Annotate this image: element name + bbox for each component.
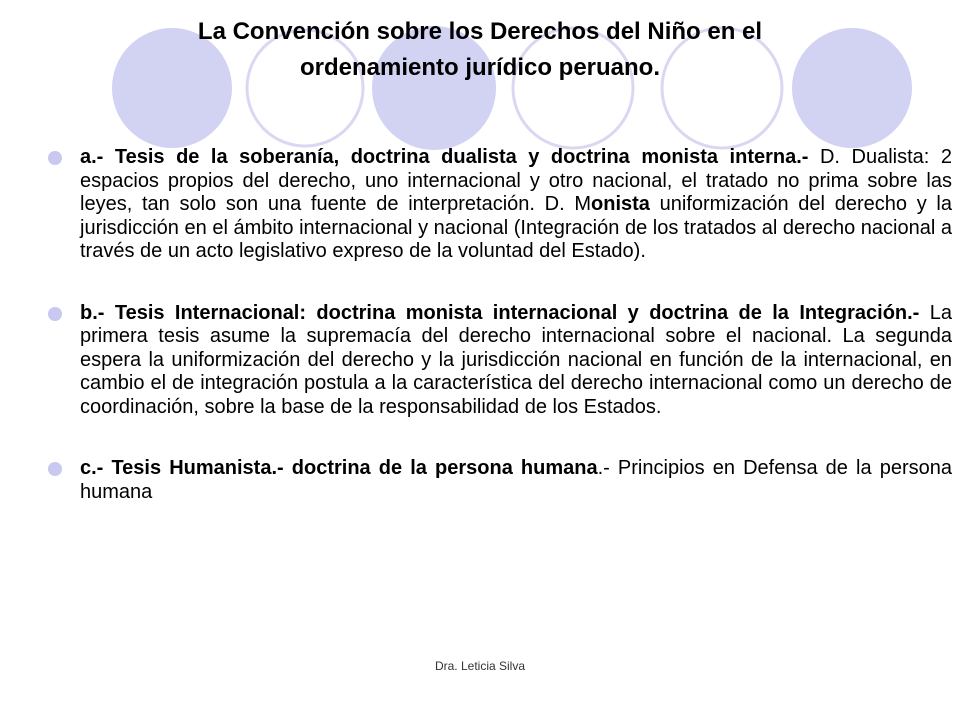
- bullet-c-text: .- Principios en Defensa de la persona humana: [80, 457, 952, 503]
- bullet-a-text: D. Dualista: 2 espacios propios del derecho, uno internacional y otro nacional, el tratado no prima sobre las leyes, tan solo son una fuente de interpretación. D. M: [80, 146, 952, 215]
- bullet-b-heading: b.- Tesis Internacional: doctrina monista internacional y doctrina de la Integración.-: [80, 301, 920, 324]
- bullet-a-text-2: uniformización del derecho y la jurisdicción en el ámbito internacional y nacional (Integración de los tratados al derecho nacional a través de un acto legislativo expreso de la voluntad del Estado).: [80, 193, 952, 262]
- bullet-a-bold-fragment: onista: [591, 193, 650, 215]
- bullet-dot-icon: [48, 307, 62, 321]
- bullet-c-heading: c.- Tesis Humanista.- doctrina de la persona humana: [80, 457, 598, 479]
- bullet-a-heading: a.- Tesis de la soberanía, doctrina dualista y doctrina monista interna.-: [80, 146, 809, 168]
- bullet-b-text: La primera tesis asume la supremacía del derecho internacional sobre el nacional. La segunda espera la uniformización del derecho y la jurisdicción nacional en función de la internacional, en cambio el de integración postula a la característica del derecho internacional como un derecho de coordinación, sobre la base de la responsabilidad de los Estados.: [80, 301, 952, 418]
- bullet-a: [80, 146, 952, 264]
- bullet-c: [80, 457, 952, 504]
- bullet-list: [80, 146, 952, 504]
- title-line-1: La Convención sobre los Derechos del Niño en el: [197, 18, 763, 45]
- bullet-dot-icon: [48, 462, 62, 476]
- slide-title: [70, 14, 890, 86]
- bullet-dot-icon: [48, 151, 62, 165]
- bullet-b: [80, 302, 952, 420]
- footer-author: Dra. Leticia Silva: [434, 659, 526, 673]
- title-line-2: ordenamiento jurídico peruano.: [299, 54, 661, 81]
